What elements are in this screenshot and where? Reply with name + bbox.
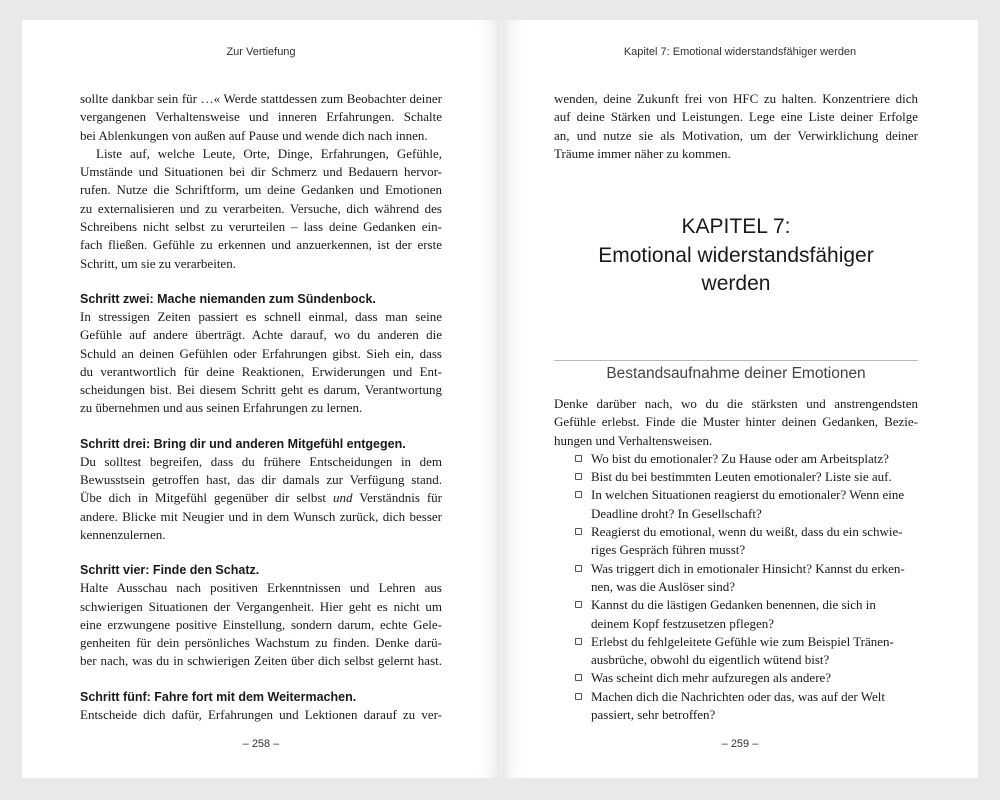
text-line: schwierigen Situationen der Vergangenheit. Hier geht es nicht um xyxy=(80,598,442,614)
checklist-text: Machen dich die Nachrichten oder das, was auf der Welt xyxy=(591,688,885,704)
text-line: Schuld an deinen Gefühlen oder Erfahrungen gibst. Sieh ein, dass xyxy=(80,345,442,361)
section-heading: Schritt vier: Finde den Schatz. xyxy=(80,563,260,578)
text-line: bei Ablenkungen von außen auf Pause und wende dich nach innen. xyxy=(80,127,428,143)
checkbox-icon[interactable] xyxy=(575,601,582,608)
checklist-item xyxy=(554,486,918,523)
chapter-title-line: Emotional widerstandsfähiger xyxy=(598,243,874,267)
right-text-block xyxy=(554,90,918,163)
right-page xyxy=(502,20,978,778)
checkbox-icon[interactable] xyxy=(575,638,582,645)
text-line: Schritt, um sie zu verarbeiten. xyxy=(80,255,236,271)
text-line: ber nach, was du in schwierigen Zeiten über dich selbst gelernt hast. xyxy=(80,653,442,669)
text-line: zu übernehmen und aus seinen Erfahrungen zu lernen. xyxy=(80,400,363,416)
checklist-item xyxy=(554,688,918,725)
page-number-left: – 258 – xyxy=(242,738,280,750)
text-line: Gefühle erlebst. Finde die Muster hinter deinen Gedanken, Bezie- xyxy=(554,414,918,430)
checkbox-icon[interactable] xyxy=(575,693,582,700)
text-line: Übe dich in Mitgefühl gegenüber dir selbst und Verständnis für xyxy=(80,490,442,506)
text-line: Bewusstsein getroffen hast, das dir damals zur Verfügung stand. xyxy=(80,472,442,488)
section-divider xyxy=(554,360,918,361)
text-line: zu externalisieren und zu verarbeiten. Versuche, dich während des xyxy=(80,200,442,216)
running-head-left: Zur Vertiefung xyxy=(226,46,296,58)
checklist-text: Deadline droht? In Gesellschaft? xyxy=(591,505,762,521)
checklist-text: passiert, sehr betroffen? xyxy=(591,707,716,723)
emotion-inventory xyxy=(554,395,918,724)
checklist-text: Was scheint dich mehr aufzuregen als andere? xyxy=(591,670,832,686)
checklist-item xyxy=(554,633,918,670)
text-line: andere. Blicke mit Neugier und in dem Wunsch zurück, dich besser xyxy=(80,508,442,524)
section-heading: Schritt fünf: Fahre fort mit dem Weitermachen. xyxy=(80,689,357,704)
text-line: Gefühle auf andere überträgt. Achte darauf, wo du anderen die xyxy=(80,327,442,343)
checklist-item xyxy=(554,596,918,633)
text-line: Liste auf, welche Leute, Orte, Dinge, Erfahrungen, Gefühle, xyxy=(96,145,442,161)
checklist-item xyxy=(554,560,918,597)
checkbox-icon[interactable] xyxy=(575,455,582,462)
checklist-text: Erlebst du fehlgeleitete Gefühle wie zum Beispiel Tränen- xyxy=(591,633,894,649)
checklist-item xyxy=(554,468,918,486)
checklist-text: Kannst du die lästigen Gedanken benennen, die sich in xyxy=(591,597,876,613)
text-line: scheidungen bist. Bei diesem Schritt geht es darum, Verantwortung xyxy=(80,382,442,398)
text-line: rufen. Nutze die Schriftform, um deine Gedanken und Emotionen xyxy=(80,182,442,198)
left-text-block xyxy=(80,90,442,724)
left-page xyxy=(22,20,500,778)
checklist-text: riges Gespräch führen musst? xyxy=(591,542,746,558)
text-line: vergangenen Verhaltensweise und inneren Erfahrungen. Schalte xyxy=(80,109,442,125)
text-line: Entscheide dich dafür, Erfahrungen und Lektionen darauf zu ver- xyxy=(80,706,442,722)
checklist-item xyxy=(554,450,918,468)
checklist-text: ausbrüche, obwohl du eigentlich wütend bist? xyxy=(591,652,830,668)
text-line: Umstände und Situationen bei dir Schmerz und Bedauern hervor- xyxy=(80,164,442,180)
text-line: hungen und Verhaltensweisen. xyxy=(554,432,713,448)
checklist-text: Was triggert dich in emotionaler Hinsicht? Kannst du erken- xyxy=(591,560,905,576)
text-line: du verantwortlich für deine Reaktionen, Erwiderungen und Ent- xyxy=(80,363,442,379)
text-line: kennenzulernen. xyxy=(80,526,166,542)
checkbox-icon[interactable] xyxy=(575,473,582,480)
checklist-text: nen, was die Auslöser sind? xyxy=(591,578,736,594)
checkbox-icon[interactable] xyxy=(575,565,582,572)
text-line: an, und nutze sie als Motivation, um der Verwirklichung deiner xyxy=(554,127,918,143)
section-heading: Schritt zwei: Mache niemanden zum Sündenbock. xyxy=(80,291,376,306)
text-line: Denke darüber nach, wo du die stärksten und anstrengendsten xyxy=(554,396,918,411)
text-line: auf deine Stärken und Leistungen. Lege eine Liste deiner Erfolge xyxy=(554,109,918,125)
checkbox-icon[interactable] xyxy=(575,528,582,535)
text-line: fach fließen. Gefühle zu erkennen und anzuerkennen, ist der erste xyxy=(80,237,442,253)
text-line: Halte Ausschau nach positiven Erkenntnissen und Lehren aus xyxy=(80,580,442,596)
checklist-text: Reagierst du emotional, wenn du weißt, dass du ein schwie- xyxy=(591,524,903,540)
checkbox-icon[interactable] xyxy=(575,674,582,681)
page-number-right: – 259 – xyxy=(721,738,759,750)
checklist-text: In welchen Situationen reagierst du emotionaler? Wenn eine xyxy=(591,487,905,503)
chapter-title-line: werden xyxy=(701,272,771,295)
checklist-text: Wo bist du emotionaler? Zu Hause oder am Arbeitsplatz? xyxy=(591,450,889,466)
text-line: In stressigen Zeiten passiert es schnell einmal, dass man seine xyxy=(80,308,442,324)
running-head-right: Kapitel 7: Emotional widerstandsfähiger werden xyxy=(623,46,857,58)
checklist-text: deinem Kopf festzusetzen pflegen? xyxy=(591,615,775,631)
text-line: Schreibens nicht selbst zu verurteilen – lass deine Gedanken ein- xyxy=(80,219,442,235)
chapter-title-line: KAPITEL 7: xyxy=(681,215,791,238)
checklist-item xyxy=(554,669,918,687)
checklist-text: Bist du bei bestimmten Leuten emotionaler? Liste sie auf. xyxy=(591,469,892,485)
text-line: sollte dankbar sein für …« Werde stattdessen zum Beobachter deiner xyxy=(80,91,442,106)
text-line: eine erzwungene positive Einstellung, sondern darum, echte Gele- xyxy=(80,616,442,632)
checkbox-icon[interactable] xyxy=(575,491,582,498)
text-line: wenden, deine Zukunft frei von HFC zu halten. Konzentriere dich xyxy=(554,91,918,106)
section-title: Bestandsaufnahme deiner Emotionen xyxy=(606,365,866,382)
section-heading: Schritt drei: Bring dir und anderen Mitgefühl entgegen. xyxy=(80,436,406,451)
text-line: Du solltest begreifen, dass du frühere Entscheidungen in dem xyxy=(80,453,442,469)
text-line: genheiten für dein persönliches Wachstum zu finden. Denke darü- xyxy=(80,635,442,651)
checklist-item xyxy=(554,523,918,560)
text-line: Träume immer näher zu kommen. xyxy=(554,145,731,161)
chapter-title xyxy=(554,213,918,299)
